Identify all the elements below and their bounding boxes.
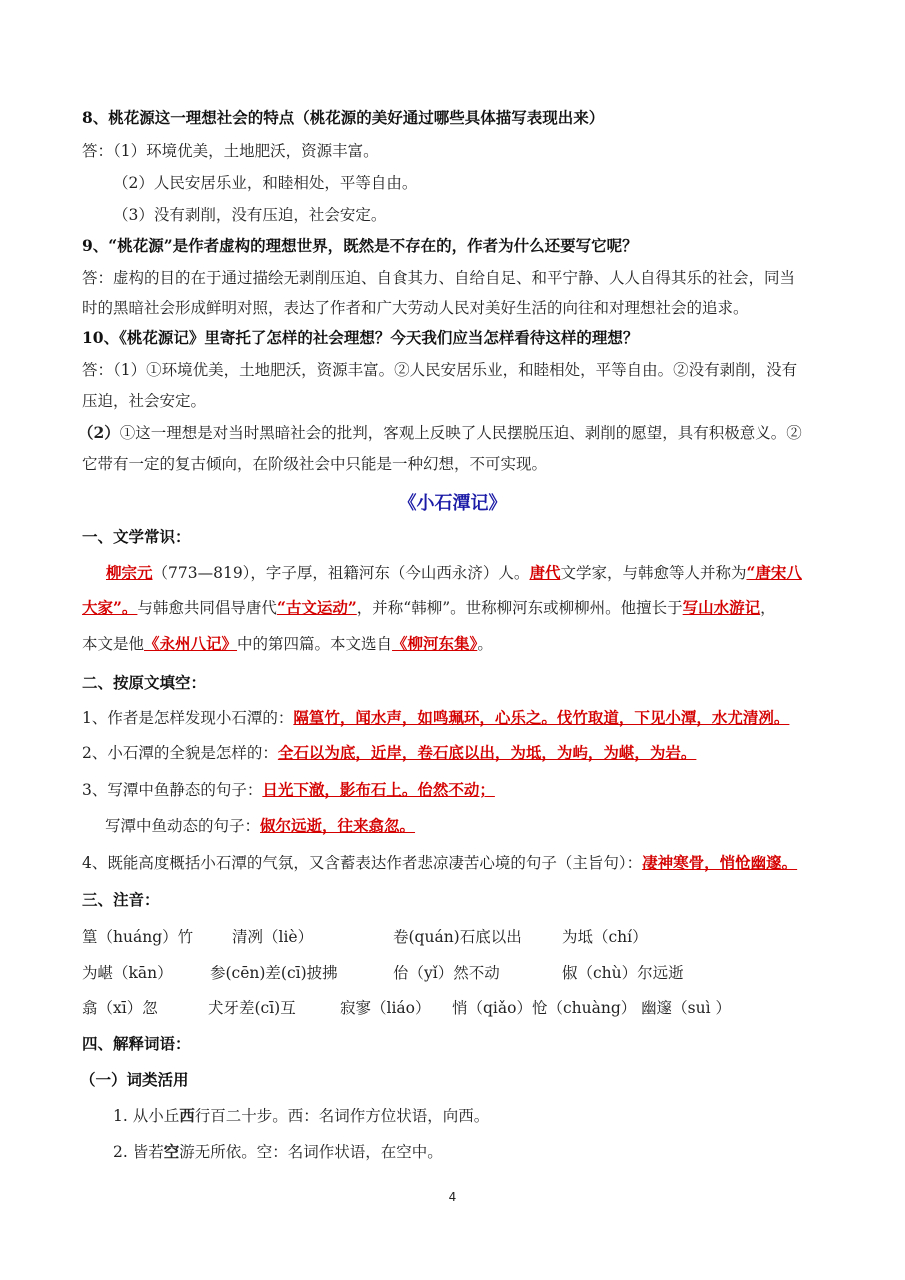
- author-bio-2: 文学家，与韩愈等人并称为: [560, 564, 747, 582]
- author-bio: （773—819），字子厚，祖籍河东（今山西永济）人。: [152, 564, 530, 582]
- question-9: 9、“桃花源”是作者虚构的理想世界，既然是不存在的，作者为什么还要写它呢？: [82, 236, 638, 255]
- guwen-intro: 与韩愈共同倡导唐代: [137, 599, 277, 617]
- author-name: 柳宗元: [106, 563, 153, 582]
- selected-from: 中的第四篇。本文选自: [237, 635, 393, 653]
- pinyin-item: 为坻（chí）: [562, 928, 648, 946]
- answer-9-line-1: 答：虚构的目的在于通过描绘无剥削压迫、自食其力、自给自足、和平宁静、人人自得其乐的社会，同当: [82, 269, 796, 287]
- literary-knowledge-line-2: [82, 598, 776, 618]
- question-8: 8、桃花源这一理想社会的特点（桃花源的美好通过哪些具体描写表现出来）: [82, 108, 605, 127]
- period: 。: [477, 635, 493, 653]
- heading-fill-in: 二、按原文填空：: [82, 673, 207, 692]
- heading-word-explanation: 四、解释词语：: [82, 1034, 191, 1053]
- landscape-travelogue: 写山水游记: [682, 598, 761, 617]
- comma: ，: [760, 599, 776, 617]
- liu-hedong-collection: 《柳河东集》: [392, 634, 478, 653]
- fill-in-3-question: 3、写潭中鱼静态的句子：: [82, 781, 263, 799]
- page-number: 4: [448, 1190, 457, 1204]
- fill-in-4: [82, 853, 797, 873]
- fill-in-2-question: 2、小石潭的全貌是怎样的：: [82, 744, 278, 762]
- answer-prefix: 答：: [82, 142, 114, 160]
- pinyin-item: 悄（qiǎo）怆（chuàng） 幽邃（suì ）: [452, 999, 731, 1017]
- answer-8-item-1: （1）环境优美，土地肥沃，资源丰富。: [113, 142, 379, 160]
- pinyin-item: 俶（chù）尔远逝: [562, 964, 684, 982]
- fill-in-2: [82, 743, 696, 763]
- heading-literary-knowledge: 一、文学常识：: [82, 527, 191, 546]
- explanation-1-b: 行百二十步。西：名词作方位状语，向西。: [194, 1107, 490, 1125]
- yongzhou-eight-notes: 《永州八记》: [144, 634, 238, 653]
- fill-in-1: [82, 708, 789, 728]
- explanation-1: [113, 1106, 489, 1126]
- question-10: 10、《桃花源记》里寄托了怎样的社会理想？今天我们应当怎样看待这样的理想？: [82, 328, 639, 347]
- fill-in-4-answer: 凄神寒骨，悄怆幽邃。: [642, 853, 798, 872]
- explanation-2-a: 2. 皆若: [113, 1143, 164, 1161]
- tang-song-masters-2: 大家”。: [82, 598, 138, 617]
- explanation-2-keyword: 空: [163, 1142, 180, 1161]
- pinyin-item: 翕（xī）忽: [82, 999, 158, 1017]
- fill-in-3b-question: 写潭中鱼动态的句子：: [105, 817, 261, 835]
- answer-10-part-2-text: ①这一理想是对当时黑暗社会的批判，客观上反映了人民摆脱压迫、剥削的愿望，具有积极意义。②: [119, 424, 802, 442]
- literary-knowledge-line-1: [106, 563, 802, 583]
- fill-in-4-question: 4、既能高度概括小石潭的气氛，又含蓄表达作者悲凉凄苦心境的句子（主旨句）：: [82, 854, 643, 872]
- heading-pinyin: 三、注音：: [82, 890, 160, 909]
- fill-in-3-answer: 日光下澈，影布石上。佁然不动；: [262, 780, 495, 799]
- answer-10-part-2-number: （2）: [78, 423, 120, 442]
- answer-8-item-2: （2）人民安居乐业，和睦相处，平等自由。: [113, 174, 418, 192]
- explanation-2-b: 游无所依。空：名词作状语，在空中。: [179, 1143, 443, 1161]
- pinyin-item: 清冽（liè）: [232, 928, 314, 946]
- dynasty: 唐代: [529, 563, 561, 582]
- pinyin-item: 卷(quán)石底以出: [393, 928, 522, 946]
- fill-in-2-answer: 全石以为底，近岸，卷石底以出，为坻，为屿，为嵁，为岩。: [277, 743, 697, 762]
- tang-song-masters-1: “唐宋八: [746, 563, 802, 582]
- explanation-2: [113, 1142, 443, 1162]
- section-title: 《小石潭记》: [398, 493, 507, 514]
- fill-in-3: [82, 780, 495, 800]
- answer-9-line-2: 时的黑暗社会形成鲜明对照，表达了作者和广大劳动人民对美好生活的向往和对理想社会的追求。: [82, 299, 749, 317]
- literary-knowledge-line-3: [82, 634, 493, 654]
- explanation-1-keyword: 西: [179, 1106, 195, 1125]
- guwen-movement: “古文运动”: [276, 598, 357, 617]
- answer-8-item-3: （3）没有剥削，没有压迫，社会安定。: [113, 206, 387, 224]
- pinyin-item: 寂寥（liáo）: [340, 999, 431, 1017]
- pinyin-item: 篁（huáng）竹: [82, 928, 194, 946]
- fill-in-1-question: 1、作者是怎样发现小石潭的：: [82, 709, 294, 727]
- answer-10-part-2-line-1: [78, 423, 802, 443]
- answer-10-part-2-line-2: 它带有一定的复古倾向，在阶级社会中只能是一种幻想，不可实现。: [82, 455, 548, 473]
- pinyin-item: 参(cēn)差(cī)披拂: [210, 964, 338, 982]
- answer-8-line-1: [82, 141, 379, 161]
- fill-in-3b-answer: 俶尔远逝，往来翕忽。: [260, 816, 416, 835]
- text-intro: 本文是他: [82, 635, 145, 653]
- pinyin-item: 佁（yǐ）然不动: [393, 964, 500, 982]
- answer-10-line-1: 答：（1）①环境优美，土地肥沃，资源丰富。②人民安居乐业，和睦相处，平等自由。②没有剥削，没有: [82, 361, 798, 379]
- pinyin-item: 犬牙差(cī)互: [208, 999, 296, 1017]
- answer-10-line-2: 压迫，社会安定。: [82, 392, 207, 410]
- fill-in-3b: [105, 816, 415, 836]
- fill-in-1-answer: 隔篁竹，闻水声，如鸣珮环，心乐之。伐竹取道，下见小潭，水尤清冽。: [293, 708, 790, 727]
- pinyin-item: 为嵁（kān）: [82, 964, 173, 982]
- explanation-1-a: 1. 从小丘: [113, 1107, 180, 1125]
- subheading-word-class: （一）词类活用: [80, 1070, 189, 1089]
- han-liu: ，并称“韩柳”。世称柳河东或柳柳州。他擅长于: [356, 599, 683, 617]
